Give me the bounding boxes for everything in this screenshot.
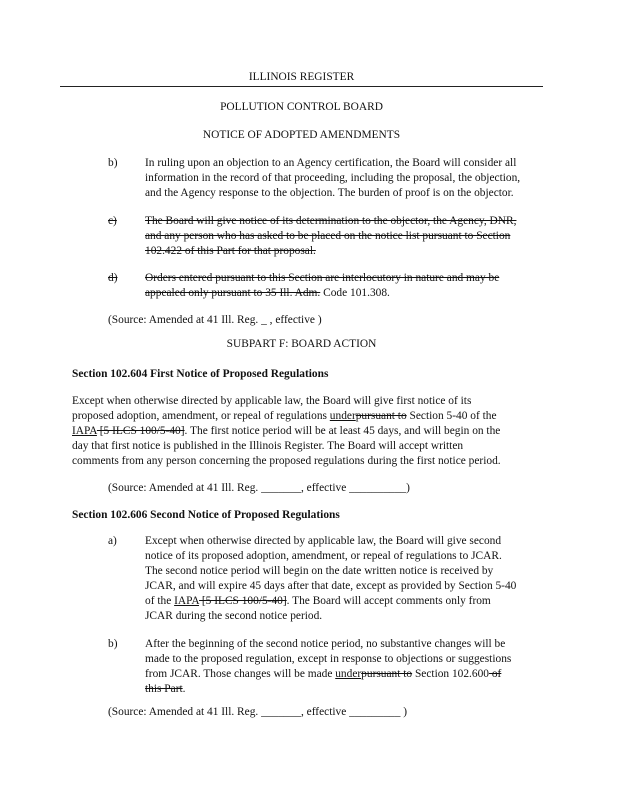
item-b-line: information in the record of that proceeding, including the proposal, the objection, <box>145 172 521 184</box>
item-b2-label: b) <box>108 638 118 650</box>
plain-text: proposed adoption, amendment, or repeal of regulations <box>72 410 330 422</box>
inserted-text: under <box>335 668 362 680</box>
register-title: ILLINOIS REGISTER <box>248 71 355 83</box>
plain-text: . The first notice period will be at least 45 days, and will begin on the <box>184 425 501 437</box>
item-b2-line: After the beginning of the second notice period, no substantive changes will be <box>145 638 506 650</box>
item-a-line: The second notice period will begin on the date written notice is received by <box>145 565 494 577</box>
subpart-title: SUBPART F: BOARD ACTION <box>226 338 377 350</box>
paragraph-line <box>72 408 497 424</box>
section-604-heading: Section 102.604 First Notice of Proposed Regulations <box>72 368 329 380</box>
item-c-line: 102.422 of this Part for that proposal. <box>145 245 316 257</box>
item-a-line: JCAR during the second notice period. <box>145 610 323 622</box>
item-d-line: Orders entered pursuant to this Section are interlocutory in nature and may be <box>145 272 500 284</box>
item-c-line: and any person who has asked to be placed on the notice list pursuant to Section <box>145 230 511 242</box>
paragraph-line: comments from any person concerning the proposed regulations during the first notice period. <box>72 455 501 467</box>
plain-text: from JCAR. Those changes will be made <box>145 668 336 680</box>
source-note: (Source: Amended at 41 Ill. Reg. _______, effective _________ ) <box>108 706 408 718</box>
struck-text: this Part <box>145 683 183 695</box>
plain-text: Section 5-40 of the <box>406 410 497 422</box>
struck-text: [5 ILCS 100/5-40] <box>199 595 287 607</box>
item-d-line <box>145 285 390 301</box>
source-note: (Source: Amended at 41 Ill. Reg. _ , effective ) <box>108 314 322 326</box>
struck-text: pursuant to <box>355 410 407 422</box>
item-d-label: d) <box>108 272 118 284</box>
struck-text: appealed only pursuant to 35 Ill. Adm. <box>145 287 321 299</box>
item-b-line: In ruling upon an objection to an Agency certification, the Board will consider all <box>145 157 517 169</box>
paragraph-line <box>72 423 500 439</box>
plain-text: . The Board will accept comments only from <box>286 595 491 607</box>
inserted-text: IAPA <box>174 595 200 607</box>
struck-text: pursuant to <box>361 668 413 680</box>
paragraph-line: day that first notice is published in the Illinois Register. The Board will accept written <box>72 440 464 452</box>
item-c-line: The Board will give notice of its determination to the objector, the Agency, DNR, <box>145 215 517 227</box>
plain-text: . <box>182 683 186 695</box>
item-a-line <box>145 593 491 609</box>
item-c-label: c) <box>108 215 117 227</box>
struck-text: of <box>489 668 502 680</box>
item-a-label: a) <box>108 535 117 547</box>
item-b2-line: made to the proposed regulation, except in response to objections or suggestions <box>145 653 512 665</box>
source-note: (Source: Amended at 41 Ill. Reg. _______, effective __________) <box>108 482 410 494</box>
item-b2-line <box>145 681 186 697</box>
item-a-line: JCAR, and will expire 45 days after that date, except as provided by Section 5-40 <box>145 580 517 592</box>
inserted-text: IAPA <box>72 425 97 437</box>
notice-title: NOTICE OF ADOPTED AMENDMENTS <box>202 129 401 141</box>
section-606-heading: Section 102.606 Second Notice of Proposed Regulations <box>72 509 340 521</box>
plain-text: Code 101.308. <box>320 287 390 299</box>
item-b-line: and the Agency response to the objection. The burden of proof is on the objector. <box>145 187 514 199</box>
item-b2-line <box>145 666 501 682</box>
plain-text: Section 102.600 <box>412 668 489 680</box>
plain-text: of the <box>145 595 175 607</box>
paragraph-line: Except when otherwise directed by applicable law, the Board will give first notice of its <box>72 395 472 407</box>
struck-text: [5 ILCS 100/5-40] <box>96 425 185 437</box>
item-b-label: b) <box>108 157 118 169</box>
item-a-line: Except when otherwise directed by applicable law, the Board will give second <box>145 535 502 547</box>
item-a-line: notice of its proposed adoption, amendment, or repeal of regulations to JCAR. <box>145 550 502 562</box>
inserted-text: under <box>329 410 356 422</box>
header-rule <box>60 86 543 87</box>
agency-title: POLLUTION CONTROL BOARD <box>220 101 383 113</box>
